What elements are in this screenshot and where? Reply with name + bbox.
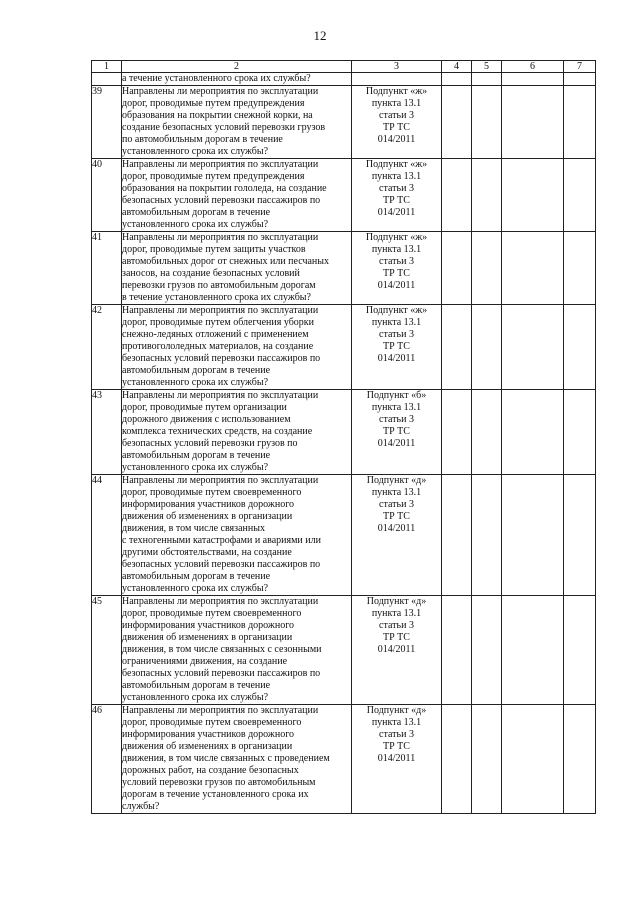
question-line: в течение установленного срока их службы? [122, 292, 311, 303]
row-number-cell: 43 [92, 390, 122, 475]
row-number-cell: 46 [92, 705, 122, 814]
answer-cell [472, 232, 502, 305]
row-number-cell [92, 73, 122, 86]
question-line: дорог, проводимые путем своевременного [122, 717, 302, 728]
question-line: Направлены ли мероприятия по эксплуатации [122, 390, 319, 401]
answer-cell [472, 390, 502, 475]
answer-cell [564, 232, 596, 305]
question-line: установленного срока их службы? [122, 583, 269, 594]
question-line: автомобильным дорогам в течение [122, 680, 271, 691]
answer-cell [442, 705, 472, 814]
reference-line: пункта 13.1 [371, 608, 422, 619]
question-cell [122, 390, 352, 475]
reference-cell [352, 596, 442, 705]
row-number-cell: 44 [92, 475, 122, 596]
reference-cell [352, 475, 442, 596]
question-line: перевозки грузов по автомобильным дорогам [122, 280, 316, 291]
reference-line: статьи 3 [379, 499, 414, 510]
row-number-cell: 45 [92, 596, 122, 705]
question-line: дорог, проводимые путем предупреждения [122, 171, 305, 182]
question-line: установленного срока их службы? [122, 692, 269, 703]
table-row [92, 159, 596, 232]
question-line: службы? [122, 801, 160, 812]
question-line: дорог, проводимые путем организации [122, 402, 287, 413]
question-line: информирования участников дорожного [122, 729, 295, 740]
column-header: 6 [502, 61, 564, 73]
reference-line: 014/2011 [377, 134, 416, 145]
question-line: дорог, проводимые путем облегчения уборки [122, 317, 314, 328]
question-line: условий перевозки грузов по автомобильным [122, 777, 316, 788]
question-line: ограничениями движения, на создание [122, 656, 288, 667]
question-line: движения, в том числе связанных с сезонными [122, 644, 322, 655]
reference-line: 014/2011 [377, 753, 416, 764]
reference-line: статьи 3 [379, 256, 414, 267]
answer-cell [442, 475, 472, 596]
reference-line: Подпункт «ж» [365, 232, 428, 243]
question-line: Направлены ли мероприятия по эксплуатации [122, 475, 319, 486]
continuation-row [92, 73, 596, 86]
reference-line: Подпункт «ж» [365, 159, 428, 170]
table-row [92, 705, 596, 814]
reference-line: статьи 3 [379, 110, 414, 121]
question-line: дорог, проводимые путем предупреждения [122, 98, 305, 109]
reference-line: пункта 13.1 [371, 98, 422, 109]
reference-line: 014/2011 [377, 207, 416, 218]
reference-line: ТР ТС [383, 632, 410, 643]
question-line: дорог, проводимые путем своевременного [122, 487, 302, 498]
reference-line: ТР ТС [383, 195, 410, 206]
question-line: движения, в том числе связанных с проведением [122, 753, 330, 764]
reference-line: Подпункт «д» [366, 596, 427, 607]
row-number-cell: 41 [92, 232, 122, 305]
page-number: 12 [313, 28, 327, 43]
answer-cell [564, 705, 596, 814]
checklist-table [91, 60, 596, 814]
answer-cell [564, 159, 596, 232]
question-line: движения об изменениях в организации [122, 632, 293, 643]
column-header: 3 [352, 61, 442, 73]
answer-cell [564, 73, 596, 86]
question-line: дорог, проводимые путем своевременного [122, 608, 302, 619]
answer-cell [564, 475, 596, 596]
table-row [92, 305, 596, 390]
reference-line: пункта 13.1 [371, 487, 422, 498]
answer-cell [502, 232, 564, 305]
reference-cell [352, 73, 442, 86]
question-line: безопасных условий перевозки пассажиров по [122, 353, 321, 364]
answer-cell [442, 596, 472, 705]
answer-cell [564, 86, 596, 159]
question-line: установленного срока их службы? [122, 462, 269, 473]
answer-cell [502, 159, 564, 232]
column-header: 7 [564, 61, 596, 73]
column-header: 4 [442, 61, 472, 73]
question-cell [122, 232, 352, 305]
reference-cell [352, 159, 442, 232]
table-row [92, 596, 596, 705]
answer-cell [472, 596, 502, 705]
question-line: автомобильным дорогам в течение [122, 207, 271, 218]
question-line: создание безопасных условий перевозки грузов [122, 122, 326, 133]
row-number-cell: 39 [92, 86, 122, 159]
answer-cell [472, 86, 502, 159]
question-line: другими обстоятельствами, на создание [122, 547, 292, 558]
answer-cell [564, 390, 596, 475]
question-line: безопасных условий перевозки пассажиров по [122, 559, 321, 570]
question-cell [122, 475, 352, 596]
question-line: Направлены ли мероприятия по эксплуатации [122, 596, 319, 607]
question-line: автомобильным дорогам в течение [122, 571, 271, 582]
reference-line: пункта 13.1 [371, 402, 422, 413]
answer-cell [442, 305, 472, 390]
question-line: с техногенными катастрофами и авариями или [122, 535, 321, 546]
reference-cell [352, 705, 442, 814]
question-line: Направлены ли мероприятия по эксплуатации [122, 232, 319, 243]
reference-cell [352, 305, 442, 390]
answer-cell [442, 390, 472, 475]
table-row [92, 86, 596, 159]
reference-line: Подпункт «б» [366, 390, 427, 401]
column-header: 1 [92, 61, 122, 73]
reference-line: статьи 3 [379, 620, 414, 631]
question-line: заносов, на создание безопасных условий [122, 268, 300, 279]
reference-line: пункта 13.1 [371, 317, 422, 328]
question-line: дорожного движения с использованием [122, 414, 291, 425]
reference-line: 014/2011 [377, 353, 416, 364]
question-cell [122, 305, 352, 390]
answer-cell [502, 86, 564, 159]
question-cell [122, 86, 352, 159]
reference-cell [352, 390, 442, 475]
reference-text [352, 305, 441, 365]
reference-line: Подпункт «д» [366, 705, 427, 716]
table-row [92, 232, 596, 305]
reference-line: 014/2011 [377, 644, 416, 655]
answer-cell [502, 475, 564, 596]
reference-line: статьи 3 [379, 329, 414, 340]
reference-cell [352, 86, 442, 159]
column-header: 5 [472, 61, 502, 73]
question-line: комплекса технических средств, на создание [122, 426, 313, 437]
reference-line: пункта 13.1 [371, 244, 422, 255]
reference-line: ТР ТС [383, 511, 410, 522]
question-line: Направлены ли мероприятия по эксплуатации [122, 305, 319, 316]
reference-text [352, 159, 441, 219]
reference-line: ТР ТС [383, 268, 410, 279]
answer-cell [502, 596, 564, 705]
reference-line: статьи 3 [379, 729, 414, 740]
question-line: установленного срока их службы? [122, 377, 269, 388]
question-line: Направлены ли мероприятия по эксплуатации [122, 86, 319, 97]
question-line: а течение установленного срока их службы? [122, 73, 311, 84]
question-line: автомобильным дорогам в течение [122, 365, 271, 376]
answer-cell [442, 86, 472, 159]
reference-line: 014/2011 [377, 523, 416, 534]
reference-line: 014/2011 [377, 438, 416, 449]
question-line: безопасных условий перевозки пассажиров по [122, 195, 321, 206]
question-cell [122, 596, 352, 705]
question-line: безопасных условий перевозки пассажиров по [122, 668, 321, 679]
row-number-cell: 42 [92, 305, 122, 390]
answer-cell [472, 159, 502, 232]
answer-cell [564, 305, 596, 390]
table-row [92, 475, 596, 596]
question-line: Направлены ли мероприятия по эксплуатации [122, 159, 319, 170]
question-line: движения об изменениях в организации [122, 741, 293, 752]
question-line: снежно-ледяных отложений с применением [122, 329, 309, 340]
question-line: Направлены ли мероприятия по эксплуатации [122, 705, 319, 716]
question-line: образования на покрытии гололеда, на создание [122, 183, 327, 194]
answer-cell [472, 73, 502, 86]
question-line: дорожных работ, на создание безопасных [122, 765, 299, 776]
reference-text [352, 86, 441, 146]
header-row [92, 61, 596, 73]
reference-line: ТР ТС [383, 741, 410, 752]
answer-cell [472, 305, 502, 390]
answer-cell [564, 596, 596, 705]
column-header: 2 [122, 61, 352, 73]
reference-text [352, 705, 441, 765]
question-line: безопасных условий перевозки грузов по [122, 438, 298, 449]
reference-line: пункта 13.1 [371, 171, 422, 182]
question-line: автомобильных дорог от снежных или песчаных [122, 256, 329, 267]
question-line: противогололедных материалов, на создание [122, 341, 314, 352]
question-line: установленного срока их службы? [122, 219, 269, 230]
reference-line: 014/2011 [377, 280, 416, 291]
question-line: движения, в том числе связанных [122, 523, 265, 534]
question-line: по автомобильным дорогам в течение [122, 134, 283, 145]
answer-cell [502, 705, 564, 814]
answer-cell [502, 305, 564, 390]
reference-line: пункта 13.1 [371, 717, 422, 728]
reference-text [352, 390, 441, 450]
answer-cell [442, 159, 472, 232]
reference-line: ТР ТС [383, 122, 410, 133]
question-line: автомобильным дорогам в течение [122, 450, 271, 461]
reference-line: Подпункт «д» [366, 475, 427, 486]
table-row [92, 390, 596, 475]
reference-line: ТР ТС [383, 426, 410, 437]
question-cell [122, 159, 352, 232]
answer-cell [502, 73, 564, 86]
answer-cell [442, 73, 472, 86]
question-line: информирования участников дорожного [122, 499, 295, 510]
question-line: образования на покрытии снежной корки, на [122, 110, 313, 121]
question-line: дорогам в течение установленного срока их [122, 789, 309, 800]
question-line: дорог, проводимые путем защиты участков [122, 244, 306, 255]
question-cell [122, 705, 352, 814]
reference-text [352, 475, 441, 535]
reference-line: Подпункт «ж» [365, 86, 428, 97]
answer-cell [442, 232, 472, 305]
question-line: движения об изменениях в организации [122, 511, 293, 522]
reference-line: ТР ТС [383, 341, 410, 352]
question-cell [122, 73, 352, 86]
reference-line: Подпункт «ж» [365, 305, 428, 316]
row-number-cell: 40 [92, 159, 122, 232]
reference-text [352, 232, 441, 292]
question-line: установленного срока их службы? [122, 146, 269, 157]
reference-line: статьи 3 [379, 414, 414, 425]
question-line: информирования участников дорожного [122, 620, 295, 631]
reference-line: статьи 3 [379, 183, 414, 194]
answer-cell [472, 705, 502, 814]
reference-cell [352, 232, 442, 305]
answer-cell [472, 475, 502, 596]
reference-text [352, 596, 441, 656]
answer-cell [502, 390, 564, 475]
